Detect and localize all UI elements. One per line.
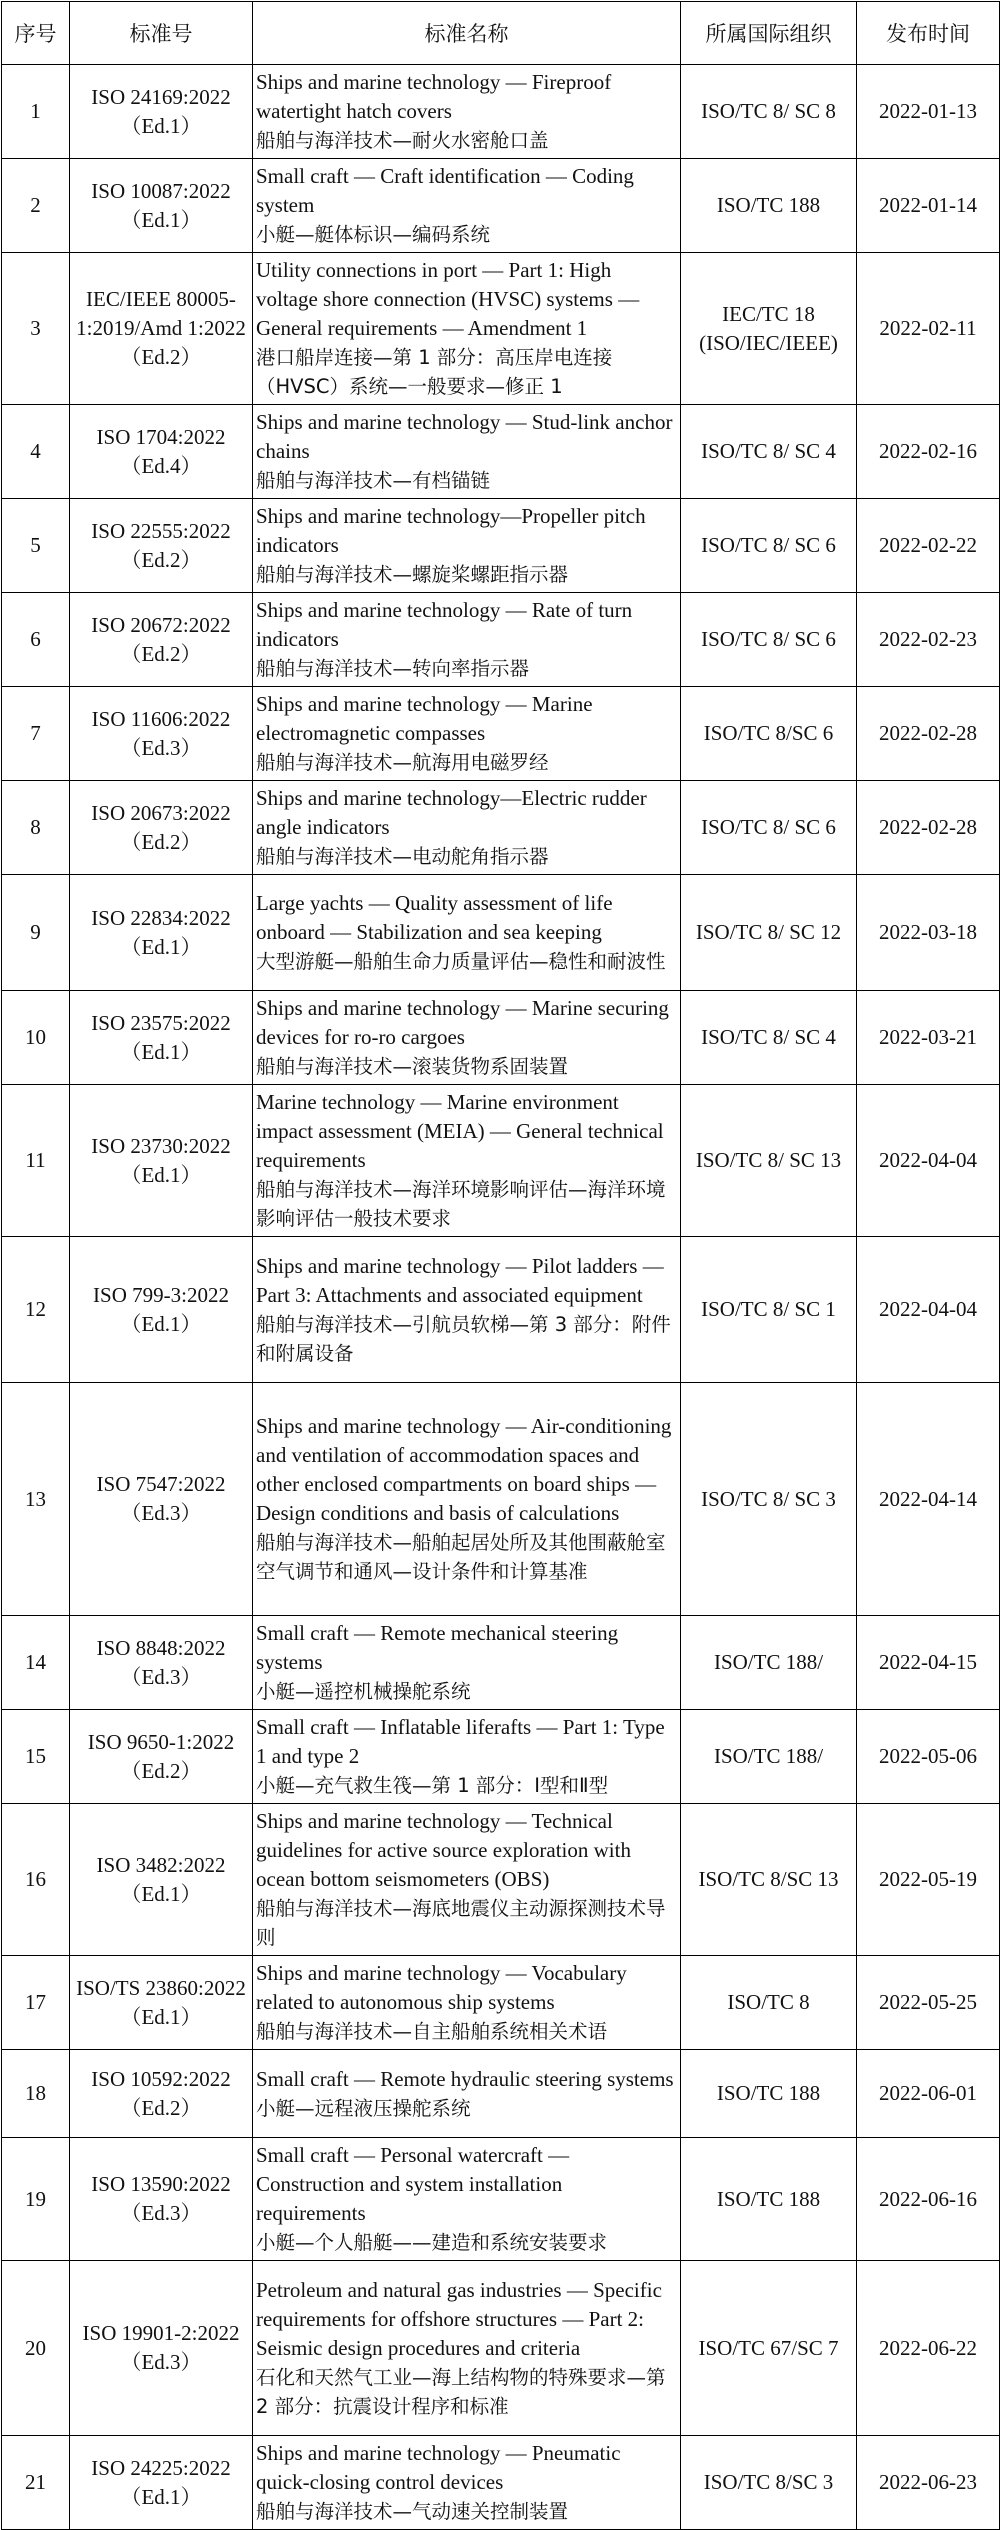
standard-number: ISO 20672:2022: [91, 612, 231, 637]
standard-name-zh: 船舶与海洋技术—电动舵角指示器: [256, 845, 549, 868]
publish-date: 2022-04-15: [857, 1616, 1000, 1710]
standard-number: ISO 10087:2022: [91, 178, 231, 203]
standard-name-cell: [253, 1383, 681, 1616]
organization: ISO/TC 188: [681, 159, 857, 253]
table-row: [2, 253, 1000, 405]
header-index: 序号: [2, 2, 70, 65]
organization: ISO/TC 8/ SC 12: [681, 875, 857, 991]
standard-name-zh: 船舶与海洋技术—螺旋桨螺距指示器: [256, 563, 569, 586]
organization: ISO/TC 8/SC 6: [681, 687, 857, 781]
standard-name-zh: 船舶与海洋技术—气动速关控制装置: [256, 2500, 569, 2523]
standard-name-en: Small craft — Remote mechanical steering systems: [256, 1621, 619, 1674]
table-row: [2, 1956, 1000, 2050]
table-row: [2, 1237, 1000, 1383]
standard-number: IEC/IEEE 80005-1:2019/Amd 1:2022: [76, 287, 246, 340]
standard-number: ISO 8848:2022: [96, 1635, 226, 1660]
organization: ISO/TC 8/ SC 3: [681, 1383, 857, 1616]
table-row: [2, 2138, 1000, 2261]
standard-number: ISO 1704:2022: [96, 424, 226, 449]
standard-number-cell: [70, 65, 253, 159]
standard-name-en: Small craft — Personal watercraft — Construction and system installation requirements: [256, 2143, 570, 2225]
table-row: [2, 405, 1000, 499]
table-body: [2, 65, 1000, 2530]
standard-name-zh: 船舶与海洋技术—引航员软梯—第 3 部分：附件和附属设备: [256, 1312, 671, 1365]
standard-name-cell: [253, 499, 681, 593]
standard-name-cell: [253, 1710, 681, 1804]
standard-name-cell: [253, 2138, 681, 2261]
standard-name-cell: [253, 2436, 681, 2530]
header-publish-date: 发布时间: [857, 2, 1000, 65]
standard-name-en: Marine technology — Marine environment impact assessment (MEIA) — General technical requirements: [256, 1090, 664, 1172]
standard-name-en: Large yachts — Quality assessment of life onboard — Stabilization and sea keeping: [256, 891, 613, 944]
standard-name-cell: [253, 875, 681, 991]
organization: ISO/TC 8/ SC 6: [681, 499, 857, 593]
standard-name-en: Ships and marine technology — Stud-link anchor chains: [256, 410, 673, 463]
edition-label: （Ed.1）: [120, 934, 202, 959]
row-index: 11: [2, 1085, 70, 1237]
organization: ISO/TC 8/SC 13: [681, 1804, 857, 1956]
standard-number-cell: [70, 1710, 253, 1804]
table-row: [2, 2261, 1000, 2436]
standard-name-zh: 小艇—个人船艇——建造和系统安装要求: [256, 2231, 608, 2254]
standard-name-zh: 小艇—远程液压操舵系统: [256, 2096, 471, 2120]
row-index: 15: [2, 1710, 70, 1804]
publish-date: 2022-01-14: [857, 159, 1000, 253]
edition-label: （Ed.2）: [120, 345, 202, 369]
standard-number-cell: [70, 2050, 253, 2138]
standard-name-cell: [253, 1804, 681, 1956]
standard-name-en: Ships and marine technology — Pilot ladders — Part 3: Attachments and associated equipment: [256, 1253, 664, 1307]
organization: ISO/TC 8/ SC 13: [681, 1085, 857, 1237]
publish-date: 2022-02-28: [857, 781, 1000, 875]
standard-name-en: Ships and marine technology — Technical guidelines for active source exploration with ocean bottom seismometers (OBS): [256, 1809, 631, 1891]
standard-name-zh: 大型游艇—船舶生命力质量评估—稳性和耐波性: [256, 950, 666, 973]
table-row: [2, 1804, 1000, 1956]
edition-label: （Ed.2）: [120, 2095, 202, 2120]
standard-name-cell: [253, 405, 681, 499]
standard-number-cell: [70, 405, 253, 499]
standard-number-cell: [70, 1956, 253, 2050]
standard-number-cell: [70, 781, 253, 875]
standard-name-en: Ships and marine technology — Marine electromagnetic compasses: [256, 692, 593, 745]
edition-label: （Ed.1）: [120, 113, 202, 138]
standard-name-en: Small craft — Inflatable liferafts — Part 1: Type 1 and type 2: [256, 1715, 665, 1768]
table-row: [2, 2436, 1000, 2530]
organization: ISO/TC 8/ SC 6: [681, 781, 857, 875]
organization: ISO/TC 188/: [681, 1616, 857, 1710]
standard-name-en: Ships and marine technology—Propeller pitch indicators: [256, 504, 646, 557]
standard-number: ISO 13590:2022: [91, 2172, 231, 2196]
row-index: 6: [2, 593, 70, 687]
standard-number: ISO 22834:2022: [91, 905, 231, 930]
standard-name-zh: 船舶与海洋技术—耐火水密舱口盖: [256, 129, 549, 152]
edition-label: （Ed.2）: [120, 547, 202, 572]
table-row: [2, 1616, 1000, 1710]
row-index: 21: [2, 2436, 70, 2530]
standard-number: ISO 799-3:2022: [93, 1282, 229, 1307]
row-index: 3: [2, 253, 70, 405]
standard-name-en: Small craft — Craft identification — Coding system: [256, 164, 634, 217]
row-index: 17: [2, 1956, 70, 2050]
standard-name-cell: [253, 2261, 681, 2436]
standard-number: ISO 3482:2022: [96, 1852, 226, 1877]
standard-name-zh: 船舶与海洋技术—海底地震仪主动源探测技术导则: [256, 1897, 666, 1949]
publish-date: 2022-03-21: [857, 991, 1000, 1085]
edition-label: （Ed.3）: [120, 1664, 202, 1689]
row-index: 13: [2, 1383, 70, 1616]
header-organization: 所属国际组织: [681, 2, 857, 65]
standard-name-zh: 小艇—充气救生筏—第 1 部分：Ⅰ型和Ⅱ型: [256, 1774, 609, 1797]
table-row: [2, 65, 1000, 159]
publish-date: 2022-01-13: [857, 65, 1000, 159]
standard-name-zh: 船舶与海洋技术—海洋环境影响评估—海洋环境影响评估一般技术要求: [256, 1178, 666, 1230]
row-index: 5: [2, 499, 70, 593]
publish-date: 2022-06-23: [857, 2436, 1000, 2530]
publish-date: 2022-06-16: [857, 2138, 1000, 2261]
row-index: 14: [2, 1616, 70, 1710]
row-index: 19: [2, 2138, 70, 2261]
edition-label: （Ed.1）: [120, 2484, 202, 2509]
table-row: [2, 2050, 1000, 2138]
edition-label: （Ed.3）: [120, 2350, 202, 2374]
standard-name-cell: [253, 781, 681, 875]
organization: ISO/TC 8/ SC 4: [681, 405, 857, 499]
table-row: [2, 593, 1000, 687]
standard-number-cell: [70, 991, 253, 1085]
standard-number: ISO 7547:2022: [96, 1472, 226, 1496]
edition-label: （Ed.2）: [120, 641, 202, 666]
standard-name-cell: [253, 1616, 681, 1710]
standard-number: ISO 20673:2022: [91, 800, 231, 825]
edition-label: （Ed.1）: [120, 1881, 202, 1906]
organization: ISO/TC 8/ SC 4: [681, 991, 857, 1085]
standard-number-cell: [70, 1085, 253, 1237]
edition-label: （Ed.2）: [120, 1758, 202, 1783]
standard-number: ISO 19901-2:2022: [82, 2321, 240, 2345]
table-row: [2, 499, 1000, 593]
standard-name-cell: [253, 991, 681, 1085]
standard-name-zh: 船舶与海洋技术—有档锚链: [256, 469, 491, 492]
row-index: 10: [2, 991, 70, 1085]
row-index: 2: [2, 159, 70, 253]
standard-name-cell: [253, 1237, 681, 1383]
standard-number-cell: [70, 2138, 253, 2261]
row-index: 12: [2, 1237, 70, 1383]
standard-number-cell: [70, 1237, 253, 1383]
publish-date: 2022-02-11: [857, 253, 1000, 405]
publish-date: 2022-06-22: [857, 2261, 1000, 2436]
table-row: [2, 687, 1000, 781]
standard-number: ISO 23730:2022: [91, 1133, 231, 1158]
publish-date: 2022-04-14: [857, 1383, 1000, 1616]
standard-number: ISO 24225:2022: [91, 2455, 231, 2480]
standard-name-en: Ships and marine technology — Fireproof watertight hatch covers: [256, 70, 612, 123]
standard-number-cell: [70, 875, 253, 991]
organization: ISO/TC 188: [681, 2050, 857, 2138]
standard-name-en: Petroleum and natural gas industries — Specific requirements for offshore structures — Part 2: Seismic design procedures and criteria: [256, 2277, 662, 2360]
table-row: [2, 781, 1000, 875]
publish-date: 2022-04-04: [857, 1237, 1000, 1383]
publish-date: 2022-02-23: [857, 593, 1000, 687]
standard-name-cell: [253, 2050, 681, 2138]
standard-number-cell: [70, 1616, 253, 1710]
standard-name-cell: [253, 65, 681, 159]
edition-label: （Ed.1）: [120, 1039, 202, 1064]
standard-name-en: Ships and marine technology — Vocabulary related to autonomous ship systems: [256, 1961, 627, 2014]
publish-date: 2022-02-28: [857, 687, 1000, 781]
standard-number-cell: [70, 1383, 253, 1616]
standard-name-zh: 小艇—艇体标识—编码系统: [256, 223, 491, 246]
standard-number-cell: [70, 1804, 253, 1956]
publish-date: 2022-02-22: [857, 499, 1000, 593]
publish-date: 2022-06-01: [857, 2050, 1000, 2138]
organization: ISO/TC 8: [681, 1956, 857, 2050]
standard-name-zh: 船舶与海洋技术—航海用电磁罗经: [256, 751, 549, 774]
row-index: 1: [2, 65, 70, 159]
standard-name-cell: [253, 1085, 681, 1237]
row-index: 7: [2, 687, 70, 781]
standard-number-cell: [70, 253, 253, 405]
standard-name-cell: [253, 159, 681, 253]
header-standard-name: 标准名称: [253, 2, 681, 65]
standard-number-cell: [70, 2436, 253, 2530]
edition-label: （Ed.2）: [120, 829, 202, 854]
standard-name-cell: [253, 253, 681, 405]
publish-date: 2022-05-25: [857, 1956, 1000, 2050]
standard-number: ISO/TS 23860:2022: [76, 1975, 246, 2000]
edition-label: （Ed.1）: [120, 2004, 202, 2029]
row-index: 9: [2, 875, 70, 991]
edition-label: （Ed.1）: [120, 207, 202, 232]
standard-number: ISO 24169:2022: [91, 84, 231, 109]
standard-name-en: Ships and marine technology—Electric rudder angle indicators: [256, 786, 647, 839]
edition-label: （Ed.3）: [120, 2201, 202, 2225]
table-header-row: [2, 2, 1000, 65]
table-row: [2, 1710, 1000, 1804]
organization: ISO/TC 8/ SC 8: [681, 65, 857, 159]
standard-number-cell: [70, 687, 253, 781]
organization: ISO/TC 8/ SC 6: [681, 593, 857, 687]
organization: ISO/TC 188: [681, 2138, 857, 2261]
standard-name-en: Utility connections in port — Part 1: High voltage shore connection (HVSC) systems — General requirements — Amendment 1: [256, 258, 640, 340]
standard-name-en: Ships and marine technology — Marine securing devices for ro-ro cargoes: [256, 996, 669, 1049]
publish-date: 2022-03-18: [857, 875, 1000, 991]
edition-label: （Ed.3）: [120, 1501, 202, 1525]
edition-label: （Ed.4）: [120, 453, 202, 478]
organization: ISO/TC 67/SC 7: [681, 2261, 857, 2436]
publish-date: 2022-05-19: [857, 1804, 1000, 1956]
standard-number: ISO 11606:2022: [91, 706, 231, 731]
table-row: [2, 159, 1000, 253]
standards-table: [1, 1, 1000, 2530]
standard-name-cell: [253, 687, 681, 781]
standard-name-zh: 石化和天然气工业—海上结构物的特殊要求—第 2 部分：抗震设计程序和标准: [256, 2365, 666, 2418]
organization: ISO/TC 8/ SC 1: [681, 1237, 857, 1383]
table-row: [2, 875, 1000, 991]
standard-name-zh: 船舶与海洋技术—自主船舶系统相关术语: [256, 2020, 608, 2043]
publish-date: 2022-04-04: [857, 1085, 1000, 1237]
organization: IEC/TC 18 (ISO/IEC/IEEE): [681, 253, 857, 405]
row-index: 20: [2, 2261, 70, 2436]
edition-label: （Ed.1）: [120, 1162, 202, 1187]
standard-name-cell: [253, 1956, 681, 2050]
standard-name-zh: 船舶与海洋技术—转向率指示器: [256, 657, 530, 680]
edition-label: （Ed.3）: [120, 735, 202, 760]
row-index: 4: [2, 405, 70, 499]
table-row: [2, 1383, 1000, 1616]
standard-name-en: Small craft — Remote hydraulic steering systems: [256, 2066, 674, 2091]
standard-number: ISO 9650-1:2022: [87, 1729, 235, 1754]
standard-number: ISO 22555:2022: [91, 518, 231, 543]
organization: ISO/TC 8/SC 3: [681, 2436, 857, 2530]
row-index: 8: [2, 781, 70, 875]
standard-number-cell: [70, 593, 253, 687]
standard-number: ISO 23575:2022: [91, 1010, 231, 1035]
standard-number: ISO 10592:2022: [91, 2066, 231, 2091]
standard-name-en: Ships and marine technology — Rate of turn indicators: [256, 598, 633, 651]
table-row: [2, 991, 1000, 1085]
header-standard-number: 标准号: [70, 2, 253, 65]
standard-name-zh: 小艇—遥控机械操舵系统: [256, 1680, 471, 1703]
standard-number-cell: [70, 499, 253, 593]
edition-label: （Ed.1）: [120, 1311, 202, 1336]
standard-name-zh: 港口船岸连接—第 1 部分：高压岸电连接（HVSC）系统—一般要求—修正 1: [256, 346, 613, 398]
standard-name-en: Ships and marine technology — Air-conditioning and ventilation of accommodation spaces and other enclosed compartments on board ships — Design conditions and basis of calculations: [256, 1414, 672, 1525]
table-row: [2, 1085, 1000, 1237]
standard-name-zh: 船舶与海洋技术—船舶起居处所及其他围蔽舱室空气调节和通风—设计条件和计算基准: [256, 1531, 666, 1583]
standard-name-en: Ships and marine technology — Pneumatic quick-closing control devices: [256, 2441, 621, 2494]
row-index: 16: [2, 1804, 70, 1956]
standard-number-cell: [70, 2261, 253, 2436]
organization: ISO/TC 188/: [681, 1710, 857, 1804]
publish-date: 2022-05-06: [857, 1710, 1000, 1804]
standard-number-cell: [70, 159, 253, 253]
publish-date: 2022-02-16: [857, 405, 1000, 499]
standard-name-cell: [253, 593, 681, 687]
standard-name-zh: 船舶与海洋技术—滚装货物系固装置: [256, 1055, 569, 1078]
row-index: 18: [2, 2050, 70, 2138]
